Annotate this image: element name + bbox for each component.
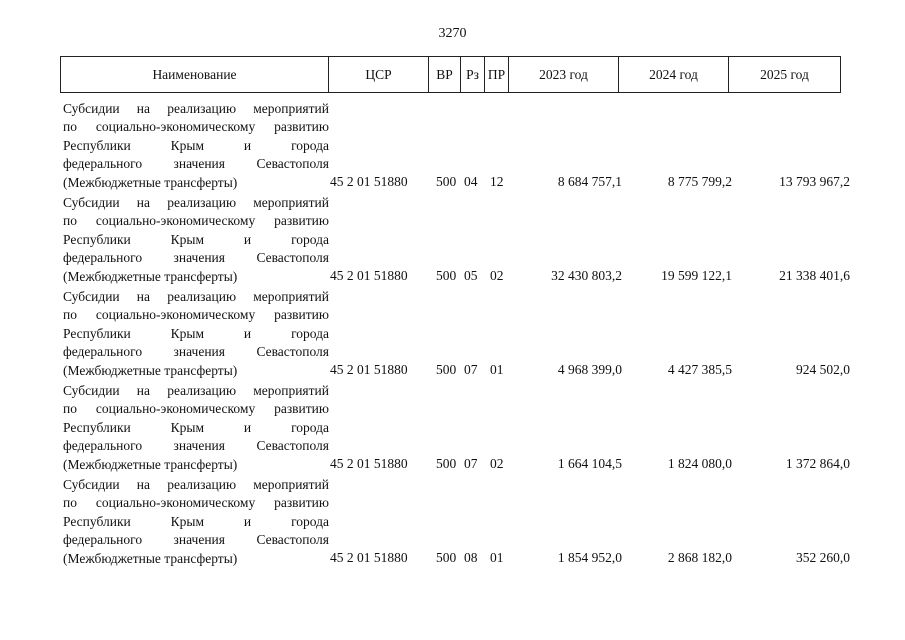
name-line: Субсидии на реализацию мероприятий xyxy=(63,101,329,116)
cell-2025: 13 793 967,2 xyxy=(779,174,850,189)
row-name xyxy=(63,194,329,286)
table-row xyxy=(60,476,850,570)
name-line: по социально-экономическому развитию xyxy=(63,307,329,323)
cell-rz: 07 xyxy=(464,456,478,471)
cell-vr: 500 xyxy=(436,174,457,189)
header-2025: 2025 год xyxy=(760,66,809,82)
cell-pr: 02 xyxy=(490,456,504,471)
header-2023: 2023 год xyxy=(509,57,619,92)
cell-csr: 45 2 01 51880 xyxy=(330,174,408,189)
name-line: Субсидии на реализацию мероприятий xyxy=(63,195,329,210)
cell-2025: 1 372 864,0 xyxy=(785,456,850,471)
name-line: (Межбюджетные трансферты) xyxy=(63,268,238,284)
name-line: (Межбюджетные трансферты) xyxy=(63,362,238,378)
cell-2024: 8 775 799,2 xyxy=(667,174,732,189)
cell-2024: 19 599 122,1 xyxy=(661,268,732,283)
name-line: Субсидии на реализацию мероприятий xyxy=(63,289,329,304)
cell-2023: 1 664 104,5 xyxy=(557,456,622,471)
cell-2025: 352 260,0 xyxy=(796,550,850,565)
table-body xyxy=(60,100,850,570)
row-name xyxy=(63,476,329,568)
header-csr: ЦСР xyxy=(329,57,429,92)
cell-csr: 45 2 01 51880 xyxy=(330,362,408,377)
header-rz: Рз xyxy=(461,57,485,92)
cell-2024: 1 824 080,0 xyxy=(667,456,732,471)
cell-2025: 21 338 401,6 xyxy=(779,268,850,283)
row-name xyxy=(63,288,329,380)
cell-pr: 02 xyxy=(490,268,504,283)
name-line: федерального значения Севастополя xyxy=(63,532,329,548)
name-line: по социально-экономическому развитию xyxy=(63,401,329,417)
cell-2023: 1 854 952,0 xyxy=(557,550,622,565)
cell-rz: 07 xyxy=(464,362,478,377)
name-line: федерального значения Севастополя xyxy=(63,438,329,454)
name-line: по социально-экономическому развитию xyxy=(63,119,329,135)
cell-csr: 45 2 01 51880 xyxy=(330,550,408,565)
name-line: по социально-экономическому развитию xyxy=(63,213,329,229)
table-row xyxy=(60,100,850,194)
row-name xyxy=(63,100,329,192)
name-line: Республики Крым и города xyxy=(63,325,329,341)
name-line: Субсидии на реализацию мероприятий xyxy=(63,383,329,398)
cell-vr: 500 xyxy=(436,268,457,283)
cell-rz: 08 xyxy=(464,550,478,565)
cell-pr: 12 xyxy=(490,174,504,189)
name-line: Республики Крым и города xyxy=(63,137,329,153)
cell-vr: 500 xyxy=(436,456,457,471)
name-line: Республики Крым и города xyxy=(63,513,329,529)
cell-pr: 01 xyxy=(490,362,504,377)
name-line: федерального значения Севастополя xyxy=(63,156,329,172)
header-vr: ВР xyxy=(429,57,461,92)
table-row xyxy=(60,288,850,382)
table-row xyxy=(60,194,850,288)
name-line: (Межбюджетные трансферты) xyxy=(63,456,238,472)
cell-rz: 05 xyxy=(464,268,478,283)
header-2024: 2024 год xyxy=(619,57,729,92)
cell-2023: 32 430 803,2 xyxy=(551,268,622,283)
name-line: Республики Крым и города xyxy=(63,419,329,435)
table-header xyxy=(60,56,841,93)
cell-2023: 8 684 757,1 xyxy=(557,174,622,189)
cell-vr: 500 xyxy=(436,550,457,565)
cell-2025: 924 502,0 xyxy=(796,362,850,377)
cell-csr: 45 2 01 51880 xyxy=(330,268,408,283)
cell-rz: 04 xyxy=(464,174,478,189)
header-pr: ПР xyxy=(485,57,509,92)
header-name: Наименование xyxy=(61,57,329,92)
cell-vr: 500 xyxy=(436,362,457,377)
cell-pr: 01 xyxy=(490,550,504,565)
name-line: Республики Крым и города xyxy=(63,231,329,247)
page-number: 3270 xyxy=(438,26,467,41)
table-row xyxy=(60,382,850,476)
row-name xyxy=(63,382,329,474)
name-line: Субсидии на реализацию мероприятий xyxy=(63,477,329,492)
cell-2023: 4 968 399,0 xyxy=(557,362,622,377)
cell-csr: 45 2 01 51880 xyxy=(330,456,408,471)
cell-2024: 2 868 182,0 xyxy=(667,550,732,565)
name-line: федерального значения Севастополя xyxy=(63,250,329,266)
name-line: федерального значения Севастополя xyxy=(63,344,329,360)
cell-2024: 4 427 385,5 xyxy=(667,362,732,377)
name-line: (Межбюджетные трансферты) xyxy=(63,174,238,190)
name-line: по социально-экономическому развитию xyxy=(63,495,329,511)
name-line: (Межбюджетные трансферты) xyxy=(63,550,238,566)
